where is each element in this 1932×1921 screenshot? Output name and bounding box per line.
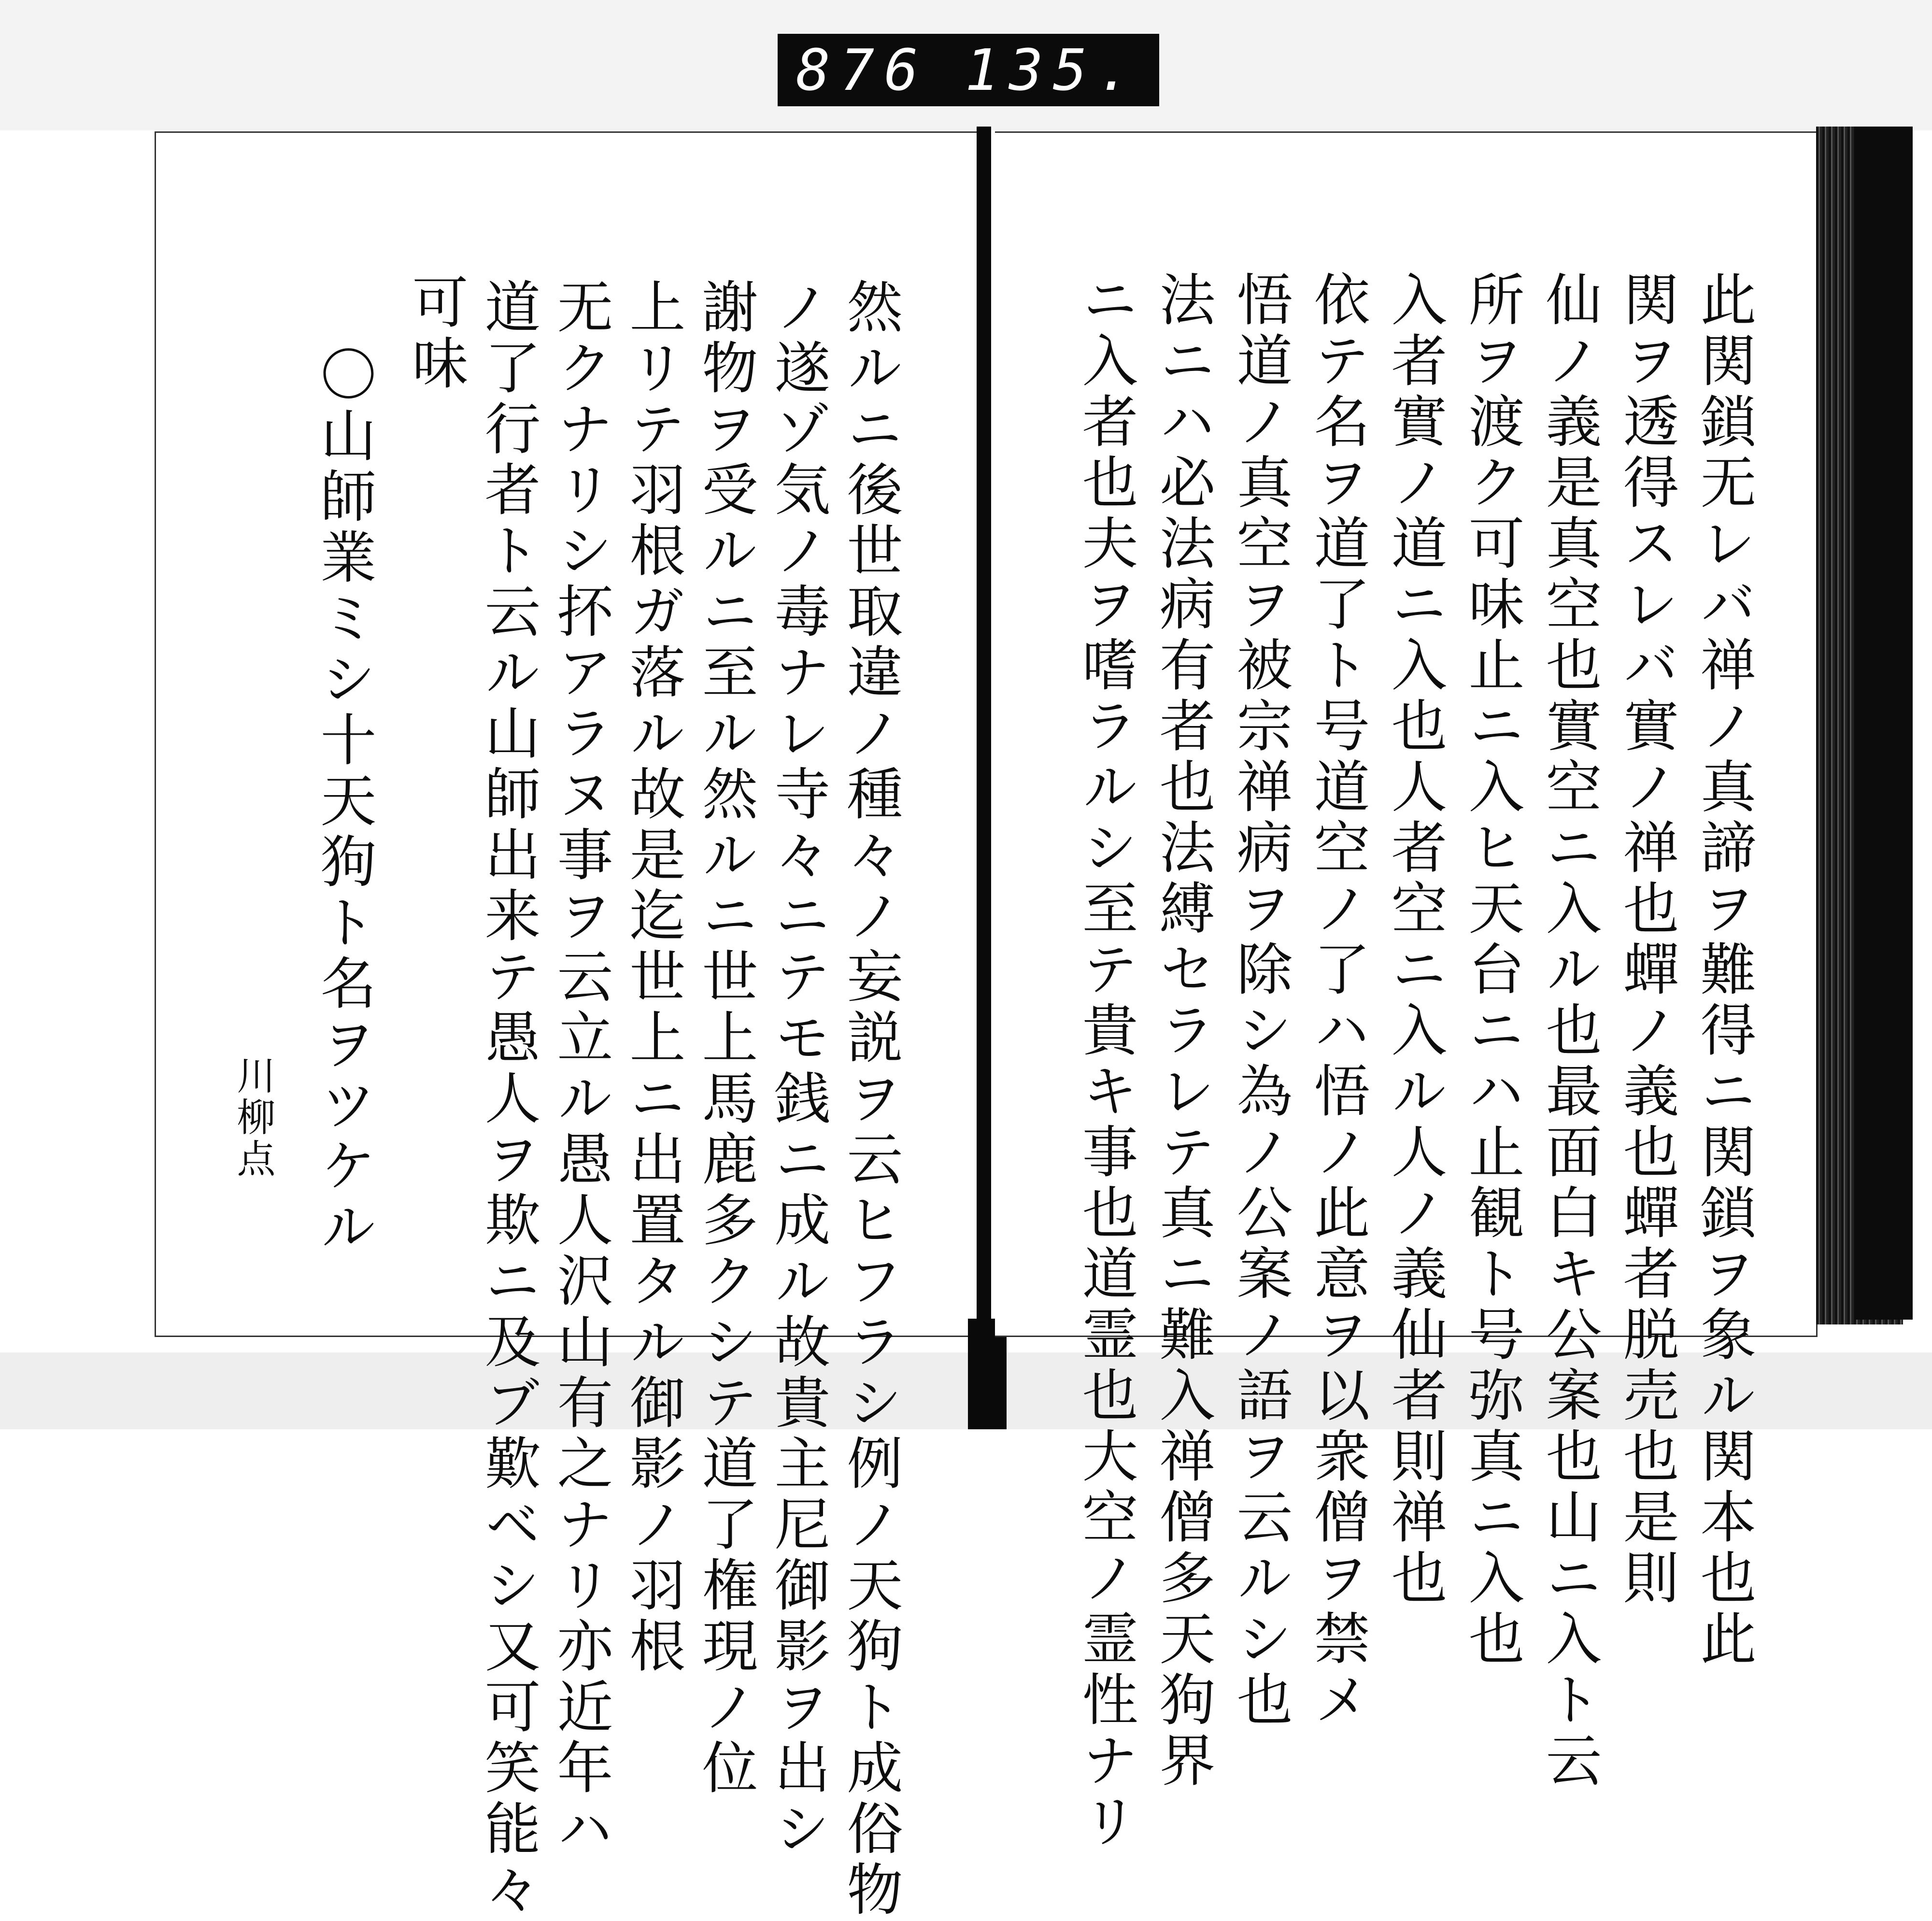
left-page <box>155 131 987 1921</box>
book-gutter <box>977 127 991 1427</box>
text-column: 入者實ノ道ニ入也人者空ニ入ル人ノ義仙者則禅也 <box>1382 270 1447 1609</box>
catalog-label <box>778 34 1159 106</box>
text-column: 此関鎖无レバ禅ノ真諦ヲ難得ニ関鎖ヲ象ル関本也此 <box>1691 270 1756 1670</box>
text-column: 上リテ羽根ガ落ル故是迄世上ニ出置タル御影ノ羽根 <box>620 278 685 1678</box>
text-column: 悟道ノ真空ヲ被宗禅病ヲ除シ為ノ公案ノ語ヲ云ルシ也 <box>1227 270 1293 1731</box>
text-column: 謝物ヲ受ルニ至ル然ルニ世上馬鹿多クシテ道了権現ノ位 <box>693 278 758 1799</box>
text-column: 仙ノ義是真空也實空ニ入ル也最面白キ公案也山ニ入ト云 <box>1536 270 1602 1792</box>
book-cover-edge <box>1855 127 1913 1320</box>
text-column: 道了行者ト云ル山師出来テ愚人ヲ欺ニ及ブ歎ベシ又可笑能々 <box>475 278 540 1921</box>
text-column: 法ニハ必法病有者也法縛セラレテ真ニ難入禅僧多天狗界 <box>1150 270 1215 1792</box>
catalog-number-right: 135. <box>965 37 1141 103</box>
right-page <box>995 131 1818 1853</box>
text-column: 関ヲ透得スレバ實ノ禅也蟬ノ義也蟬者脱売也是則 <box>1614 270 1679 1609</box>
catalog-number-left: 876 <box>796 37 928 103</box>
text-column: 无クナリシ抔アラヌ事ヲ云立ル愚人沢山有之ナリ亦近年ハ <box>548 278 613 1860</box>
signature: 川柳点 <box>230 1055 275 1180</box>
text-column: 然ルニ後世取違ノ種々ノ妄説ヲ云ヒフラシ例ノ天狗ト成俗物 <box>838 278 903 1921</box>
text-column: ニ入者也夫ヲ嗜ラルシ至テ貴キ事也道霊也大空ノ霊性ナリ <box>1073 270 1138 1853</box>
text-column: ノ遂ゾ気ノ毒ナレ寺々ニテモ銭ニ成ル故貴主尼御影ヲ出シ <box>765 278 830 1860</box>
text-column: 依テ名ヲ道了ト号道空ノ了ハ悟ノ此意ヲ以衆僧ヲ禁メ <box>1305 270 1370 1731</box>
section-heading: 〇山師業ミシ十天狗ト名ヲツケル <box>311 345 376 1258</box>
text-column: 所ヲ渡ク可味止ニ入ヒ天台ニハ止観ト号弥真ニ入也 <box>1459 270 1524 1670</box>
text-column: 可味 <box>403 273 468 395</box>
